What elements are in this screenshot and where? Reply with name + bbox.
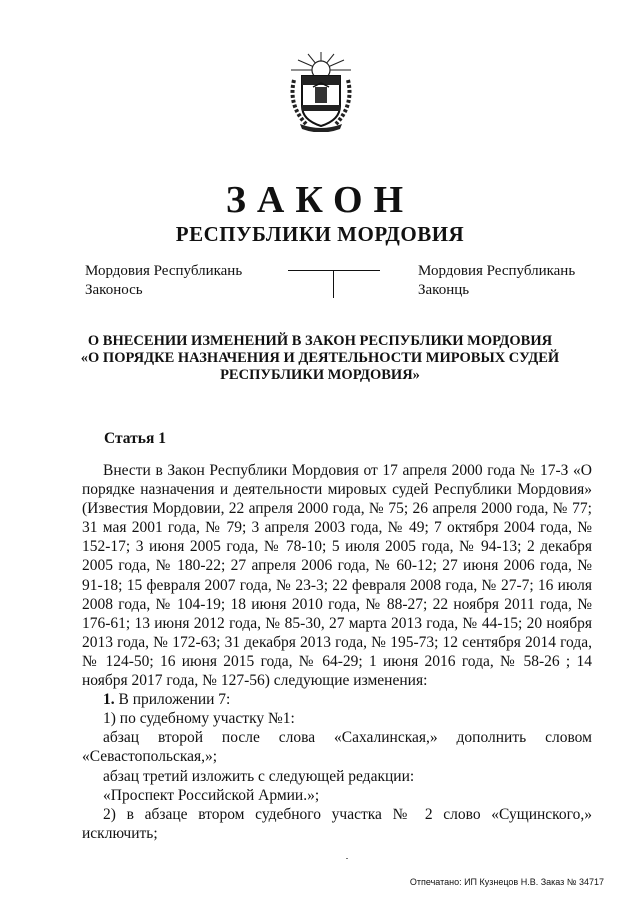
document-title: ЗАКОН: [225, 179, 415, 221]
moksha-header-line2: Законось: [85, 282, 143, 298]
paragraph-change-word: слова: [278, 729, 316, 747]
erzya-header-line1: Мордовия Республикань: [418, 263, 576, 279]
article-heading: Статья 1: [104, 430, 166, 447]
paragraph-change-word: дополнить: [456, 729, 527, 747]
header-divider: [288, 270, 380, 271]
article-intro: Внести в Закон Республики Мордовия от 17 апреля 2000 года № 17-З «О порядке назначения и деятельности мировых судей Республики Мордовия» (Известия Мордовии, 22 апреля 2000 года, № 75; 26 апреля 2000 года, № 77; 31 мая 2001 года, № 79; 3 апреля 2003 года, № 49; 7 октября 2004 года, № 152-17; 3 июня 2005 года, № 78-10; 5 июля 2005 года, № 94-13; 2 декабря 2005 года, № 180-22; 27 апреля 2006 года, № 60-12; 27 июня 2006 года, № 91-18; 15 февраля 2007 года, № 23-3; 22 февраля 2008 года, № 27-7; 16 июля 2008 года, № 104-19; 18 июня 2010 года, № 88-27; 22 ноября 2011 года, № 176-61; 13 июня 2012 года, № 85-30, 27 марта 2013 года, № 44-15; 20 ноября 2013 года, № 172-63; 31 декабря 2013 года, № 195-73; 12 сентября 2014 года, № 124-50; 16 июня 2015 года, № 64-29; 1 июня 2016 года, № 58-26 ; 14 ноября 2017 года, № 127-56) следующие изменения:: [82, 462, 592, 690]
law-title-line3: РЕСПУБЛИКИ МОРДОВИЯ»: [220, 367, 420, 383]
paragraph-change-2-quote: «Проспект Российской Армии.»;: [103, 786, 320, 804]
paragraph-change-1-continued: «Севастопольская,»;: [82, 748, 218, 766]
paragraph-change-2: абзац третий изложить с следующей редакции:: [103, 767, 415, 785]
item-1: [82, 690, 592, 709]
header-divider-stem: [333, 270, 334, 298]
paragraph-change-word: «Сахалинская,»: [333, 729, 438, 747]
erzya-header: [418, 262, 575, 300]
sub-item-2: 2) в абзаце втором судебного участка № 2 слово «Сущинского,» исключить;: [82, 805, 592, 842]
paragraph-change-1: [82, 728, 592, 747]
print-note: Отпечатано: ИП Кузнецов Н.В. Заказ № 34717: [409, 877, 604, 887]
moksha-header: [85, 262, 242, 300]
mordovia-coat-of-arms-icon: [286, 50, 356, 132]
item-1-text: В приложении 7:: [118, 691, 231, 709]
law-title: [60, 333, 580, 384]
item-1-number: 1.: [103, 691, 115, 709]
paragraph-change-word: словом: [545, 729, 592, 747]
paragraph-change-word: второй: [157, 729, 204, 747]
scan-speck: [346, 858, 348, 859]
sub-item-1: 1) по судебному участку №1:: [103, 710, 295, 728]
article-body: [82, 461, 592, 843]
document-subtitle: РЕСПУБЛИКИ МОРДОВИЯ: [175, 222, 465, 246]
moksha-header-line1: Мордовия Республикань: [85, 263, 243, 279]
law-title-line2: «О ПОРЯДКЕ НАЗНАЧЕНИЯ И ДЕЯТЕЛЬНОСТИ МИРОВЫХ СУДЕЙ: [80, 350, 560, 366]
law-title-line1: О ВНЕСЕНИИ ИЗМЕНЕНИЙ В ЗАКОН РЕСПУБЛИКИ МОРДОВИЯ: [87, 333, 553, 349]
paragraph-change-word: после: [221, 729, 260, 747]
paragraph-change-word: абзац: [103, 729, 140, 747]
erzya-header-line2: Законць: [418, 282, 470, 298]
